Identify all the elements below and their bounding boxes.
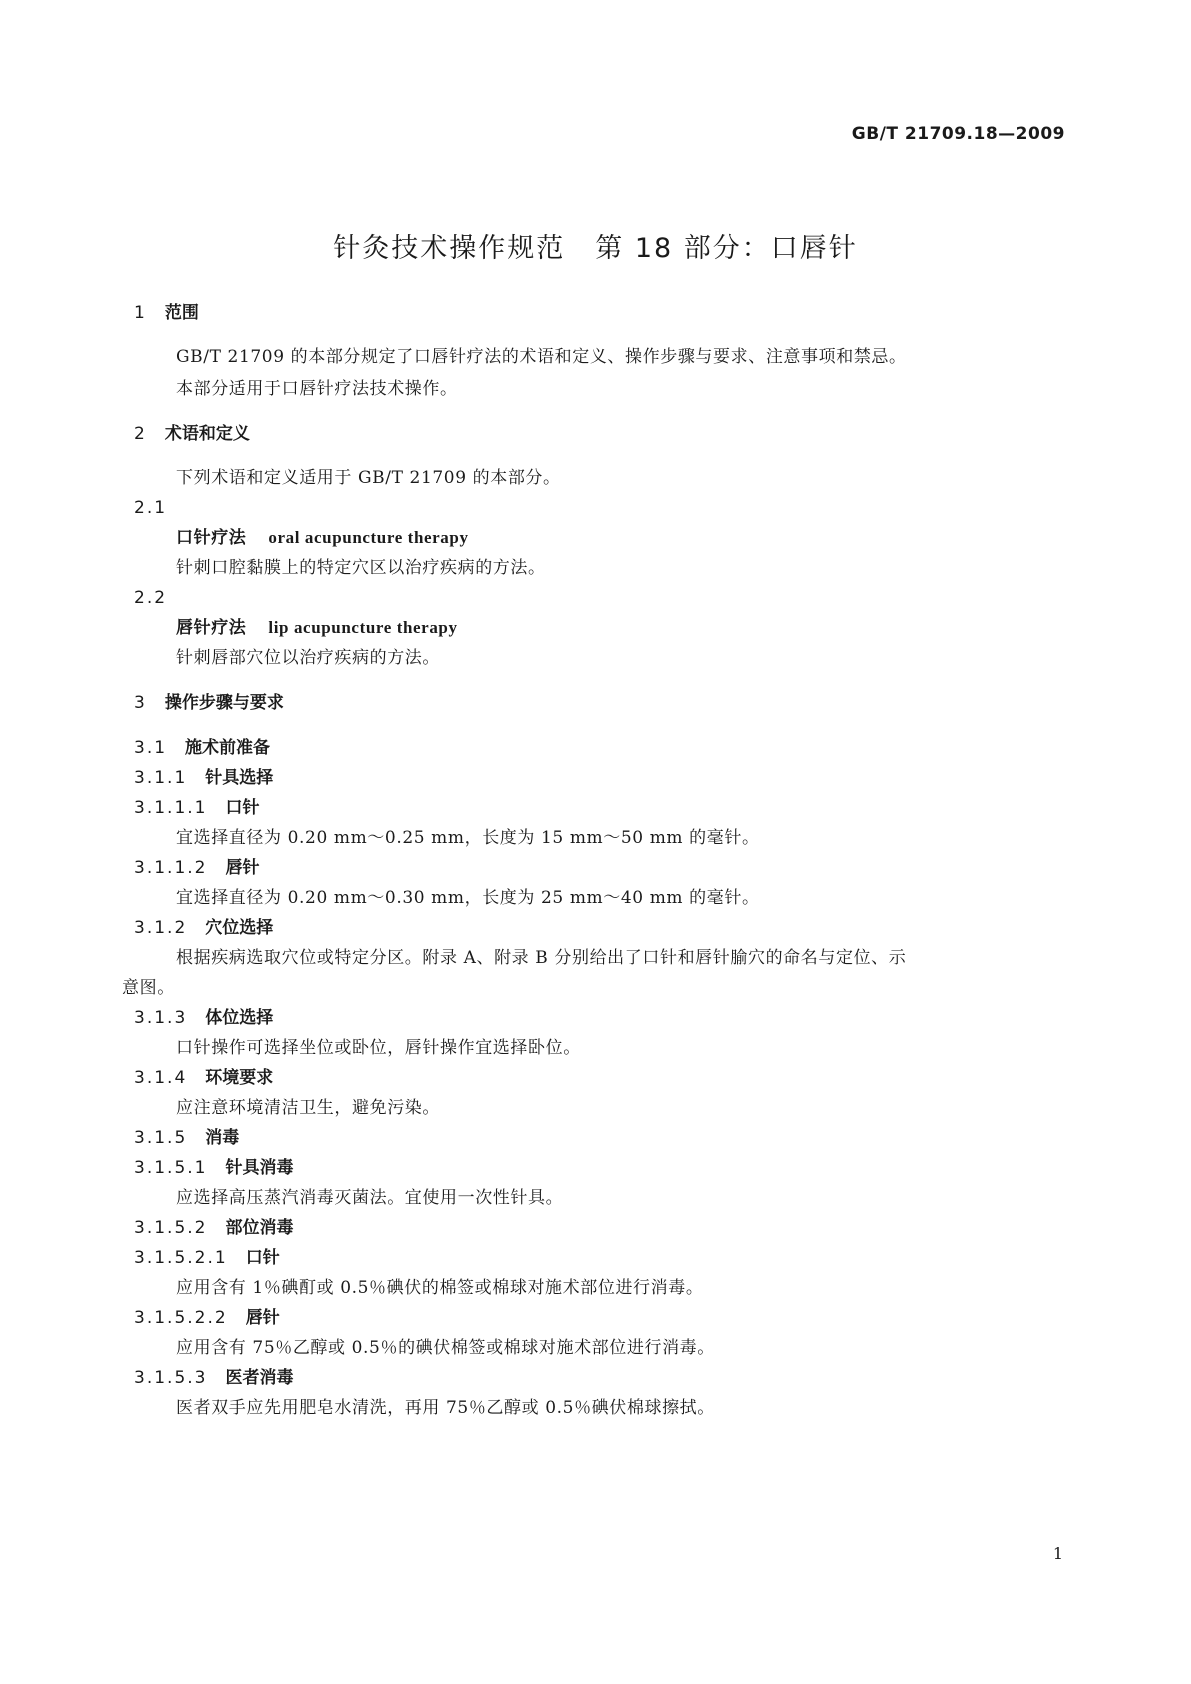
section-label: 针具选择 bbox=[205, 768, 274, 788]
subsection-heading bbox=[134, 796, 259, 820]
subsection-heading bbox=[134, 1006, 273, 1030]
section-number: 3.1.1.1 bbox=[134, 798, 208, 818]
section-label: 体位选择 bbox=[205, 1008, 274, 1028]
section-2-heading bbox=[134, 422, 250, 446]
term-definition: 针刺口腔黏膜上的特定穴区以治疗疾病的方法。 bbox=[176, 558, 546, 578]
paragraph: 口针操作可选择坐位或卧位，唇针操作宜选择卧位。 bbox=[176, 1038, 581, 1058]
paragraph: 医者双手应先用肥皂水清洗，再用 75％乙醇或 0.5％碘伏棉球擦拭。 bbox=[176, 1398, 715, 1418]
paragraph: 下列术语和定义适用于 GB/T 21709 的本部分。 bbox=[176, 468, 561, 488]
title-main: 针灸技术操作规范 bbox=[333, 233, 566, 264]
paragraph-continuation: 意图。 bbox=[122, 978, 175, 998]
section-number: 3.1.4 bbox=[134, 1068, 188, 1088]
section-number: 2 bbox=[134, 424, 147, 444]
term-entry bbox=[176, 526, 469, 550]
term-definition: 针刺唇部穴位以治疗疾病的方法。 bbox=[176, 648, 440, 668]
section-label: 唇针 bbox=[225, 858, 260, 878]
subsection-heading bbox=[134, 1306, 280, 1330]
subsection-heading bbox=[134, 1216, 293, 1240]
section-label: 唇针 bbox=[245, 1308, 280, 1328]
paragraph: 宜选择直径为 0.20 mm～0.30 mm，长度为 25 mm～40 mm 的毫针。 bbox=[176, 888, 760, 908]
section-number: 3.1.5.2.1 bbox=[134, 1248, 228, 1268]
paragraph: 本部分适用于口唇针疗法技术操作。 bbox=[176, 379, 458, 399]
subsection-heading bbox=[134, 916, 273, 940]
term-entry bbox=[176, 616, 458, 640]
subsection-heading bbox=[134, 856, 259, 880]
section-label: 施术前准备 bbox=[185, 738, 271, 758]
section-number: 3.1.5.3 bbox=[134, 1368, 208, 1388]
section-label: 消毒 bbox=[205, 1128, 240, 1148]
section-label: 范围 bbox=[164, 303, 199, 323]
page-number: 1 bbox=[1052, 1544, 1063, 1563]
subsection-heading bbox=[134, 1066, 273, 1090]
paragraph: 应注意环境清洁卫生，避免污染。 bbox=[176, 1098, 440, 1118]
section-label: 环境要求 bbox=[205, 1068, 274, 1088]
title-part: 第 18 部分：口唇针 bbox=[595, 233, 858, 264]
section-label: 部位消毒 bbox=[225, 1218, 294, 1238]
section-number: 3.1.1.2 bbox=[134, 858, 208, 878]
section-number: 3.1.5.2.2 bbox=[134, 1308, 228, 1328]
term-english: lip acupuncture therapy bbox=[268, 618, 458, 637]
term-english: oral acupuncture therapy bbox=[268, 528, 469, 547]
section-number: 3.1 bbox=[134, 738, 168, 758]
section-number: 3.1.5.2 bbox=[134, 1218, 208, 1238]
section-number: 3.1.2 bbox=[134, 918, 188, 938]
section-number: 3.1.1 bbox=[134, 768, 188, 788]
section-number: 1 bbox=[134, 303, 147, 323]
section-label: 医者消毒 bbox=[225, 1368, 294, 1388]
term-chinese: 唇针疗法 bbox=[176, 618, 247, 638]
term-chinese: 口针疗法 bbox=[176, 528, 247, 548]
paragraph: 应用含有 1％碘酊或 0.5％碘伏的棉签或棉球对施术部位进行消毒。 bbox=[176, 1278, 704, 1298]
paragraph: 应用含有 75％乙醇或 0.5％的碘伏棉签或棉球对施术部位进行消毒。 bbox=[176, 1338, 715, 1358]
subsection-heading bbox=[134, 1156, 293, 1180]
section-number: 3.1.3 bbox=[134, 1008, 188, 1028]
subsection-heading bbox=[134, 736, 270, 760]
section-label: 穴位选择 bbox=[205, 918, 274, 938]
subsection-heading bbox=[134, 766, 273, 790]
section-label: 口针 bbox=[245, 1248, 280, 1268]
section-label: 操作步骤与要求 bbox=[164, 693, 284, 713]
subsection-heading bbox=[134, 1366, 293, 1390]
section-3-heading bbox=[134, 691, 284, 715]
section-number: 3.1.5 bbox=[134, 1128, 188, 1148]
subsection-heading bbox=[134, 1246, 280, 1270]
paragraph: GB/T 21709 的本部分规定了口唇针疗法的术语和定义、操作步骤与要求、注意事项和禁忌。 bbox=[176, 347, 907, 367]
standard-code: GB/T 21709.18—2009 bbox=[851, 124, 1065, 144]
section-label: 针具消毒 bbox=[225, 1158, 294, 1178]
document-title bbox=[0, 226, 1191, 265]
paragraph: 宜选择直径为 0.20 mm～0.25 mm，长度为 15 mm～50 mm 的毫针。 bbox=[176, 828, 760, 848]
section-number: 3.1.5.1 bbox=[134, 1158, 208, 1178]
section-number: 3 bbox=[134, 693, 147, 713]
section-1-heading bbox=[134, 301, 199, 325]
subsection-heading bbox=[134, 1126, 239, 1150]
term-number: 2.1 bbox=[134, 498, 168, 518]
paragraph: 根据疾病选取穴位或特定分区。附录 A、附录 B 分别给出了口针和唇针腧穴的命名与定位、示 bbox=[176, 948, 907, 968]
paragraph: 应选择高压蒸汽消毒灭菌法。宜使用一次性针具。 bbox=[176, 1188, 564, 1208]
section-label: 口针 bbox=[225, 798, 260, 818]
term-number: 2.2 bbox=[134, 588, 168, 608]
section-label: 术语和定义 bbox=[164, 424, 250, 444]
